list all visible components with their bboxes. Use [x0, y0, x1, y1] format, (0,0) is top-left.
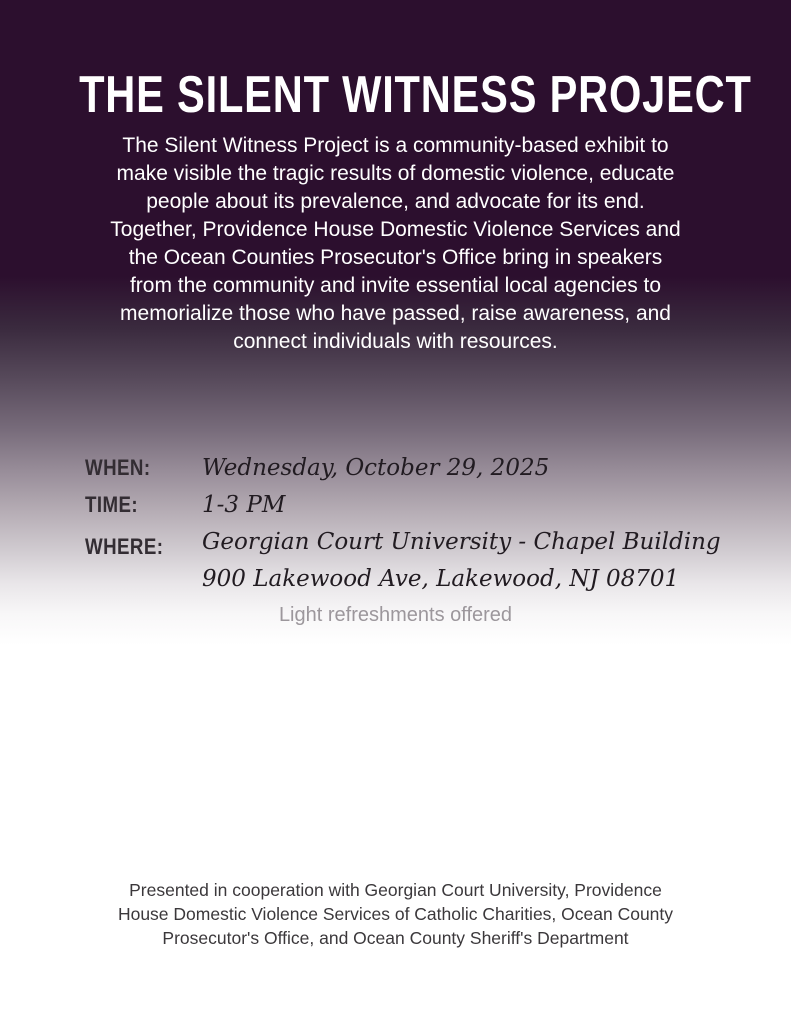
credits-line: Presented in cooperation with Georgian Court University, Providence: [129, 880, 662, 900]
intro-line: Together, Providence House Domestic Violence Services and: [110, 217, 681, 241]
intro-line: memorialize those who have passed, raise awareness, and: [120, 301, 671, 325]
where-row: [85, 524, 721, 598]
when-label: WHEN:: [85, 455, 151, 480]
event-details: [85, 450, 721, 598]
intro-paragraph: [0, 132, 791, 356]
credits-line: Prosecutor's Office, and Ocean County Sheriff's Department: [162, 928, 629, 948]
intro-line: from the community and invite essential local agencies to: [129, 273, 662, 297]
where-value: [202, 524, 721, 598]
where-label: WHERE:: [85, 534, 164, 559]
poster-title: THE SILENT WITNESS PROJECT: [79, 66, 752, 124]
intro-line: connect individuals with resources.: [233, 329, 558, 353]
time-row: [85, 487, 721, 524]
when-row: [85, 450, 721, 487]
time-label: TIME:: [85, 492, 139, 517]
intro-line: make visible the tragic results of domestic violence, educate: [116, 161, 675, 185]
intro-line: The Silent Witness Project is a community-based exhibit to: [122, 133, 669, 157]
intro-line: people about its prevalence, and advocate for its end.: [146, 189, 645, 213]
credits-line: House Domestic Violence Services of Catholic Charities, Ocean County: [117, 904, 674, 924]
intro-line: the Ocean Counties Prosecutor's Office bring in speakers: [128, 245, 663, 269]
refreshments-note: Light refreshments offered: [278, 604, 513, 626]
where-address: 900 Lakewood Ave, Lakewood, NJ 08701: [202, 566, 680, 592]
where-venue: Georgian Court University - Chapel Building: [202, 529, 721, 555]
time-value: 1-3 PM: [202, 492, 286, 518]
when-value: Wednesday, October 29, 2025: [202, 455, 550, 481]
credits-paragraph: [0, 878, 791, 950]
